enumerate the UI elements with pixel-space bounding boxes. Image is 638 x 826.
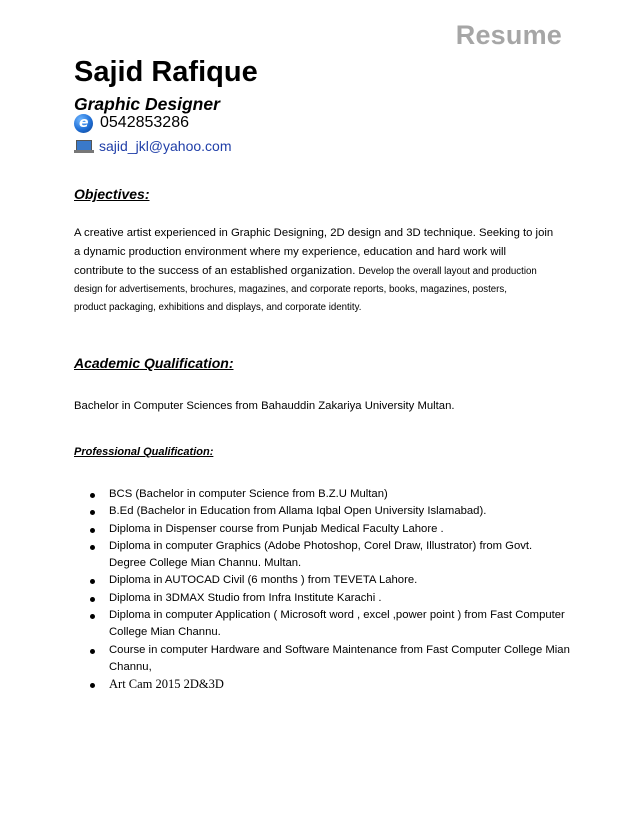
phone-number: 0542853286 [100, 114, 189, 131]
list-item-text: Diploma in computer Application ( Microsoft word , excel ,power point ) from Fast Computer College Mian Channu. [109, 609, 565, 639]
list-item-text: Art Cam 2015 2D&3D [109, 677, 224, 692]
objectives-line: design for advertisements, brochures, magazines, and corporate reports, books, magazines, posters, [74, 284, 507, 295]
bullet-icon [90, 579, 95, 584]
list-item [90, 521, 570, 538]
bullet-icon [90, 683, 95, 688]
objectives-heading: Objectives: [74, 186, 150, 202]
list-item-text: Diploma in computer Graphics (Adobe Photoshop, Corel Draw, Illustrator) from Govt. Degree College Mian Channu. Multan. [109, 539, 533, 570]
professional-heading: Professional Qualification: [74, 446, 214, 458]
list-item-text: Diploma in Dispenser course from Punjab Medical Faculty Lahore . [109, 522, 444, 535]
computer-icon [74, 139, 94, 154]
bullet-icon [90, 597, 95, 602]
bullet-icon [90, 510, 95, 515]
resume-label: Resume [455, 20, 562, 50]
bullet-icon [90, 493, 95, 498]
academic-heading: Academic Qualification: [74, 355, 234, 371]
academic-text: Bachelor in Computer Sciences from Bahauddin Zakariya University Multan. [74, 400, 455, 412]
list-item-text: Diploma in AUTOCAD Civil (6 months ) from TEVETA Lahore. [109, 574, 418, 587]
list-item-text: Course in computer Hardware and Software Maintenance from Fast Computer College Mian Channu, [109, 643, 570, 673]
objectives-line-part: Develop the overall layout and production [358, 266, 537, 277]
list-item-text: BCS (Bachelor in computer Science from B.Z.U Multan) [109, 488, 388, 500]
list-item-text: Diploma in 3DMAX Studio from Infra Institute Karachi . [109, 591, 382, 604]
job-title: Graphic Designer [74, 94, 220, 114]
list-item [90, 572, 570, 589]
list-item [90, 590, 570, 607]
phone-icon: e [74, 114, 93, 133]
email-link[interactable]: sajid_jkl@yahoo.com [99, 138, 232, 154]
bullet-icon [90, 545, 95, 550]
applicant-name: Sajid Rafique [74, 56, 258, 88]
list-item [90, 538, 570, 573]
professional-list [90, 486, 570, 694]
email-row [74, 136, 232, 156]
objectives-line-part: contribute to the success of an established organization. [74, 265, 356, 277]
objectives-line: product packaging, exhibitions and displays, and corporate identity. [74, 302, 362, 313]
bullet-icon [90, 649, 95, 654]
bullet-icon [90, 614, 95, 619]
phone-row [74, 112, 189, 134]
list-item-text: B.Ed (Bachelor in Education from Allama Iqbal Open University Islamabad). [109, 505, 487, 518]
list-item [90, 486, 570, 503]
list-item [90, 642, 570, 677]
bullet-icon [90, 528, 95, 533]
list-item [90, 503, 570, 520]
objectives-line [74, 262, 574, 281]
objectives-line: A creative artist experienced in Graphic Designing, 2D design and 3D technique. Seeking to join [74, 227, 554, 239]
objectives-line: a dynamic production environment where my experience, education and hard work will [74, 246, 507, 258]
list-item [90, 607, 570, 642]
list-item [90, 676, 570, 693]
